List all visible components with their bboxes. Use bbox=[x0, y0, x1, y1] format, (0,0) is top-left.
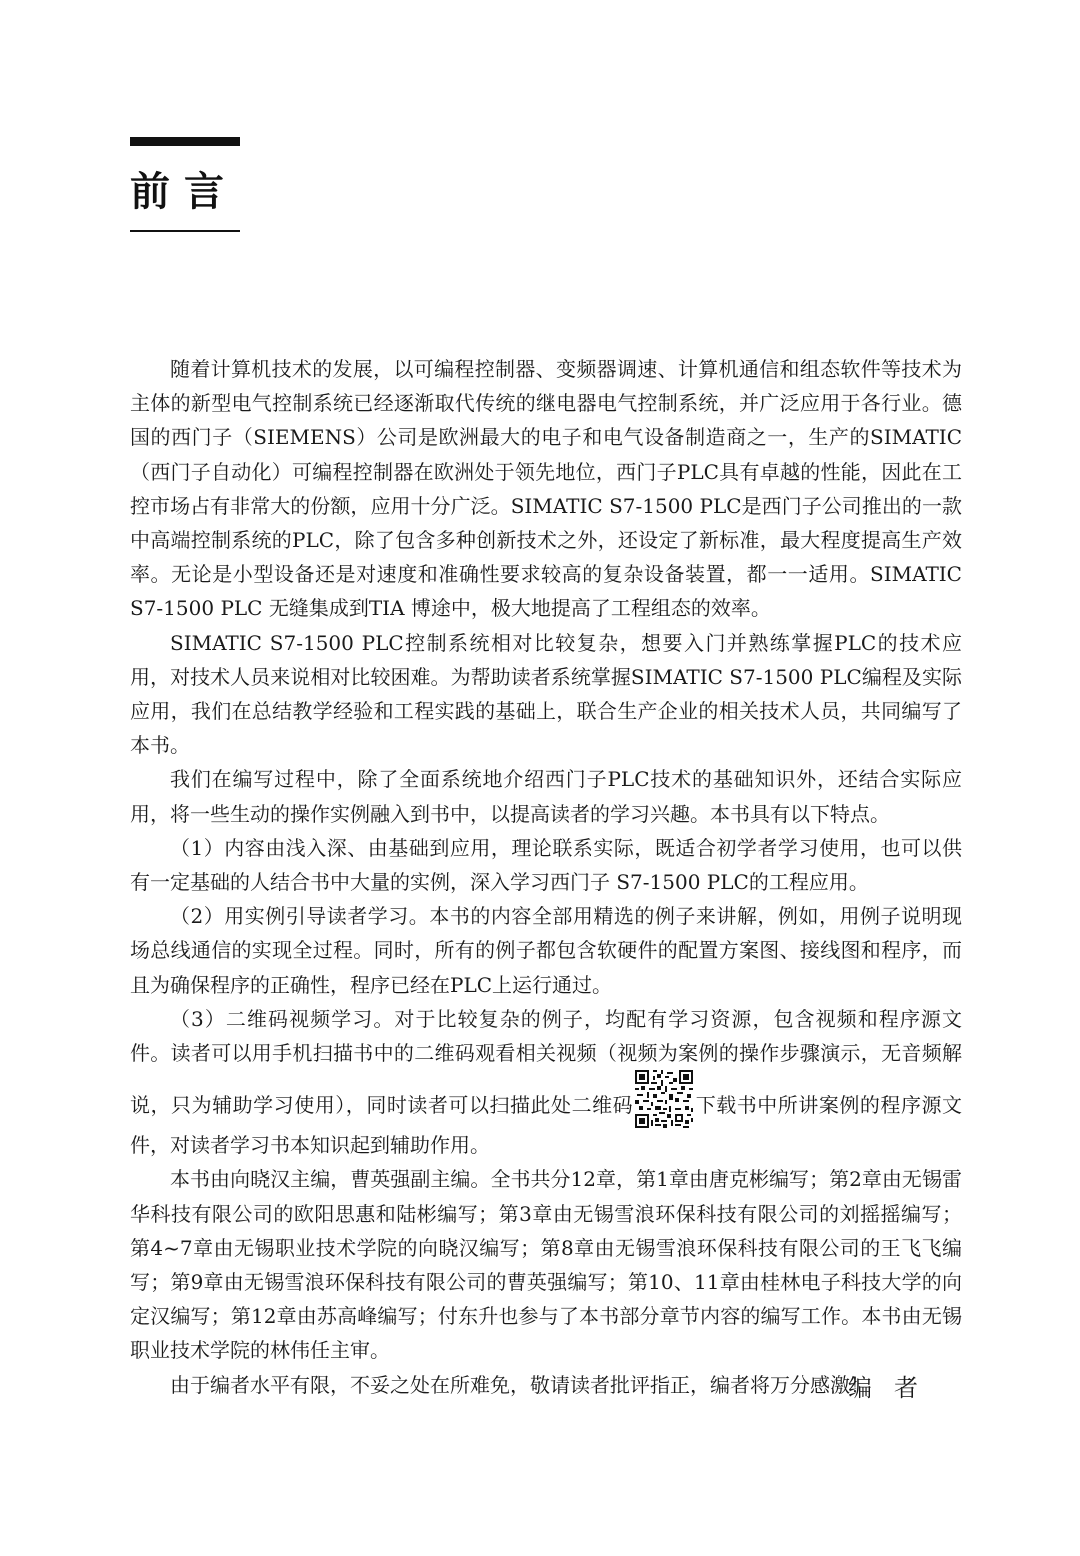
feature-3-text-before-qr: （3）二维码视频学习。对于比较复杂的例子，均配有学习资源，包含视频和程序源文件。读者可以用手机扫描书中的二维码观看相关视频（视频为案例的操作步骤演示，无音频解说，只为辅助学习使用），同时读者可以扫描此处二维码 bbox=[130, 1006, 962, 1118]
feature-3-text-after-qr: 下载书中所讲案例的程序源文件，对读者学习书本知识起到辅助作用。 bbox=[130, 1093, 963, 1158]
paragraph-feature-2: （2）用实例引导读者学习。本书的内容全部用精选的例子来讲解，例如，用例子说明现场总线通信的实现全过程。同时，所有的例子都包含软硬件的配置方案图、接线图和程序，而且为确保程序的正确性，程序已经在PLC上运行通过。 bbox=[130, 904, 962, 997]
paragraph-closing: 由于编者水平有限，不妥之处在所难免，敬请读者批评指正，编者将万分感激！ bbox=[170, 1372, 870, 1397]
preface-body bbox=[130, 352, 962, 1402]
page-title: 前言 bbox=[130, 169, 238, 215]
paragraph-feature-1: （1）内容由浅入深、由基础到应用，理论联系实际，既适合初学者学习使用，也可以供有一定基础的人结合书中大量的实例，深入学习西门子 S7-1500 PLC的工程应用。 bbox=[130, 835, 962, 895]
paragraph-intro: 随着计算机技术的发展，以可编程控制器、变频器调速、计算机通信和组态软件等技术为主体的新型电气控制系统已经逐渐取代传统的继电器电气控制系统，并广泛应用于各行业。德国的西门子（SIEMENS）公司是欧洲最大的电子和电气设备制造商之一，生产的SIMATIC（西门子自动化）可编程控制器在欧洲处于领先地位，西门子PLC具有卓越的性能，因此在工控市场占有非常大的份额，应用十分广泛。SIMATIC S7-1500 PLC是西门子公司推出的一款中高端控制系统的PLC，除了包含多种创新技术之外，还设定了新标准，最大程度提高生产效率。无论是小型设备还是对速度和准确性要求较高的复杂设备装置，都一一适用。SIMATIC S7-1500 PLC 无缝集成到TIA 博途中，极大地提高了工程组态的效率。 bbox=[130, 357, 962, 621]
paragraph-feature-3 bbox=[130, 1002, 962, 1163]
heading-top-rule bbox=[130, 137, 240, 146]
paragraph-credits: 本书由向晓汉主编，曹英强副主编。全书共分12章，第1章由唐克彬编写；第2章由无锡雷华科技有限公司的欧阳思惠和陆彬编写；第3章由无锡雪浪环保科技有限公司的刘摇摇编写；第4~7章由无锡职业技术学院的向晓汉编写；第8章由无锡雪浪环保科技有限公司的王飞飞编写；第9章由无锡雪浪环保科技有限公司的曹英强编写；第10、11章由桂林电子科技大学的向定汉编写；第12章由苏高峰编写；付东升也参与了本书部分章节内容的编写工作。本书由无锡职业技术学院的林伟任主审。 bbox=[130, 1167, 962, 1363]
heading-bottom-rule bbox=[130, 230, 240, 232]
paragraph-features-intro: 我们在编写过程中，除了全面系统地介绍西门子PLC技术的基础知识外，还结合实际应用，将一些生动的操作实例融入到书中，以提高读者的学习兴趣。本书具有以下特点。 bbox=[130, 767, 962, 826]
qr-code-icon[interactable] bbox=[635, 1070, 693, 1128]
signature: 编者 bbox=[848, 1374, 940, 1402]
paragraph-motivation: SIMATIC S7-1500 PLC控制系统相对比较复杂，想要入门并熟练掌握PLC的技术应用，对技术人员来说相对比较困难。为帮助读者系统掌握SIMATIC S7-1500 PLC编程及实际应用，我们在总结教学经验和工程实践的基础上，联合生产企业的相关技术人员，共同编写了本书。 bbox=[130, 630, 962, 758]
